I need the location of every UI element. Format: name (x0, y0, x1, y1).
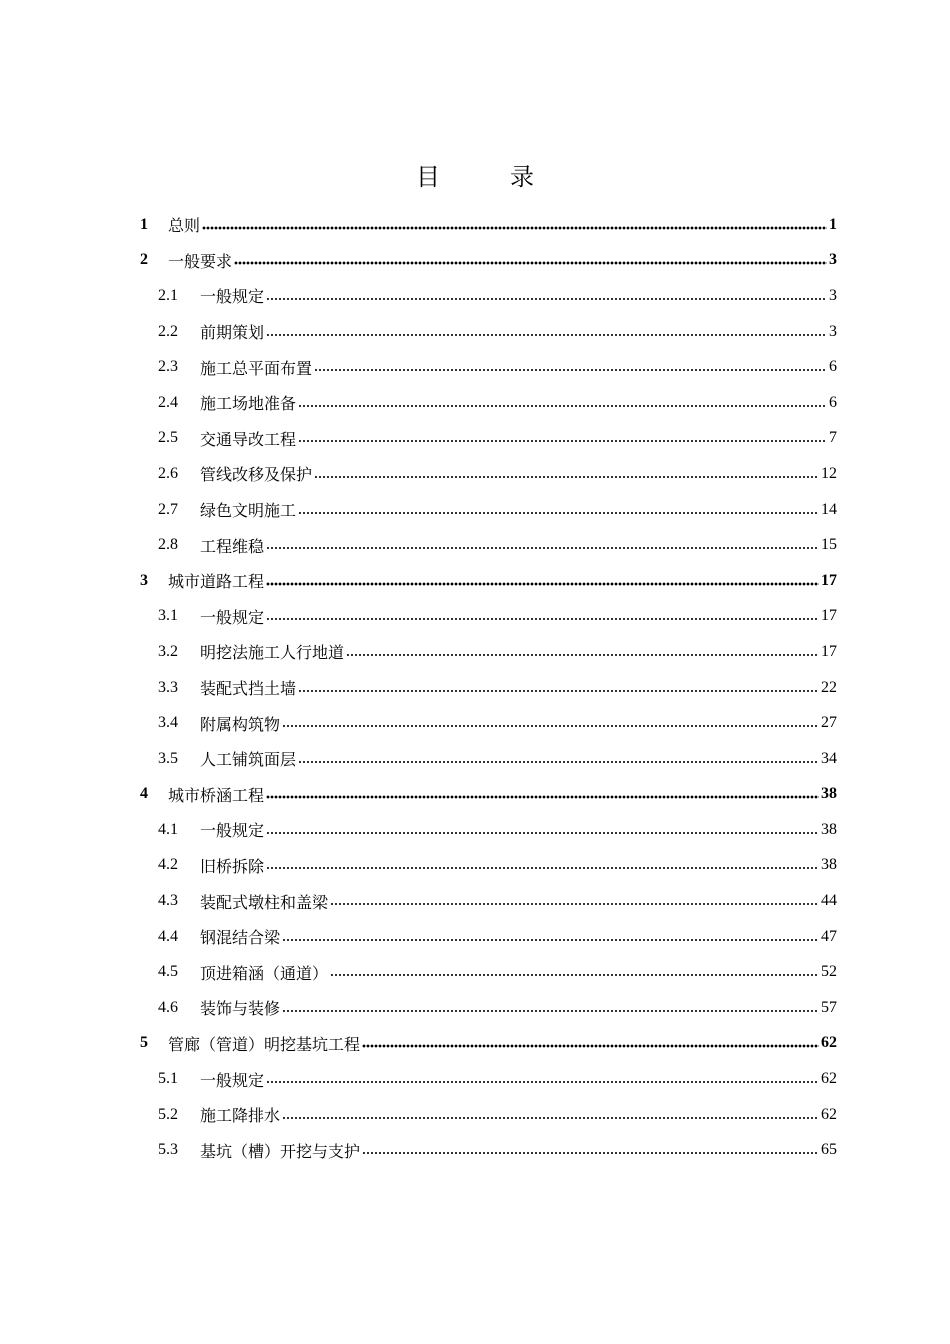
toc-title (0, 160, 950, 196)
toc-entry-page-number: 17 (821, 571, 837, 589)
toc-section-entry[interactable] (140, 599, 837, 635)
toc-section-entry[interactable] (140, 385, 837, 421)
toc-entry-page-number: 3 (829, 286, 837, 304)
toc-entry-label: 装配式墩柱和盖梁 (200, 894, 329, 912)
toc-entry-page-number: 47 (821, 927, 837, 945)
toc-section-entry[interactable] (140, 1061, 837, 1097)
toc-entry-number: 5.2 (158, 1105, 178, 1123)
toc-entry-page-number: 6 (829, 358, 837, 376)
toc-leader-dots (266, 794, 819, 800)
toc-section-entry[interactable] (140, 527, 837, 563)
toc-entry-label: 一般规定 (200, 289, 265, 307)
toc-list (140, 207, 837, 1168)
toc-entry-page-number: 17 (821, 607, 837, 625)
toc-entry-number: 2.6 (158, 464, 178, 482)
toc-entry-page-number: 62 (821, 1105, 837, 1123)
toc-entry-page-number: 27 (821, 714, 837, 732)
toc-entry-number: 2.3 (158, 358, 178, 376)
toc-section-entry[interactable] (140, 954, 837, 990)
toc-leader-dots (266, 830, 819, 836)
toc-entry-page-number: 12 (821, 464, 837, 482)
toc-section-entry[interactable] (140, 883, 837, 919)
toc-entry-number: 2.2 (158, 322, 178, 340)
toc-entry-number: 2.1 (158, 286, 178, 304)
toc-section-entry[interactable] (140, 990, 837, 1026)
toc-entry-page-number: 38 (821, 856, 837, 874)
toc-entry-page-number: 57 (821, 998, 837, 1016)
toc-entry-label: 钢混结合梁 (200, 930, 281, 948)
toc-entry-label: 附属构筑物 (200, 716, 281, 734)
toc-entry-page-number: 22 (821, 678, 837, 696)
toc-entry-page-number: 1 (829, 215, 837, 233)
toc-entry-number: 3.2 (158, 642, 178, 660)
toc-entry-label: 绿色文明施工 (200, 503, 297, 521)
toc-leader-dots (266, 581, 819, 587)
toc-entry-label: 管线改移及保护 (200, 467, 313, 485)
toc-entry-number: 4.1 (158, 820, 178, 838)
toc-section-entry[interactable] (140, 492, 837, 528)
toc-leader-dots (298, 510, 819, 516)
toc-section-entry[interactable] (140, 848, 837, 884)
toc-title-left: 目 (416, 165, 440, 191)
toc-leader-dots (282, 937, 819, 943)
toc-entry-page-number: 38 (821, 785, 837, 803)
toc-entry-label: 总则 (168, 218, 201, 236)
toc-entry-page-number: 44 (821, 892, 837, 910)
toc-entry-number: 2.4 (158, 393, 178, 411)
toc-title-right: 录 (510, 165, 534, 191)
toc-leader-dots (298, 403, 827, 409)
toc-entry-label: 前期策划 (200, 325, 265, 343)
toc-section-entry[interactable] (140, 456, 837, 492)
toc-entry-label: 施工降排水 (200, 1108, 281, 1126)
toc-entry-number: 3.1 (158, 607, 178, 625)
toc-entry-label: 施工场地准备 (200, 396, 297, 414)
toc-entry-label: 工程维稳 (200, 538, 265, 556)
toc-chapter-entry[interactable] (140, 1026, 837, 1062)
toc-leader-dots (330, 901, 819, 907)
toc-leader-dots (202, 225, 827, 231)
toc-entry-page-number: 38 (821, 820, 837, 838)
toc-leader-dots (266, 332, 827, 338)
toc-entry-page-number: 6 (829, 393, 837, 411)
toc-entry-label: 基坑（槽）开挖与支护 (200, 1143, 361, 1161)
toc-chapter-entry[interactable] (140, 777, 837, 813)
toc-entry-page-number: 52 (821, 963, 837, 981)
toc-section-entry[interactable] (140, 741, 837, 777)
toc-entry-number: 4.6 (158, 998, 178, 1016)
toc-entry-page-number: 15 (821, 536, 837, 554)
toc-leader-dots (282, 1115, 819, 1121)
toc-section-entry[interactable] (140, 634, 837, 670)
toc-leader-dots (266, 865, 819, 871)
toc-entry-label: 人工铺筑面层 (200, 752, 297, 770)
toc-leader-dots (282, 723, 819, 729)
toc-entry-number: 2.7 (158, 500, 178, 518)
toc-leader-dots (298, 759, 819, 765)
toc-leader-dots (330, 972, 819, 978)
toc-entry-page-number: 14 (821, 500, 837, 518)
toc-entry-number: 2 (140, 251, 148, 269)
toc-entry-number: 4.3 (158, 892, 178, 910)
toc-leader-dots (266, 545, 819, 551)
toc-section-entry[interactable] (140, 1132, 837, 1168)
toc-entry-number: 5.1 (158, 1070, 178, 1088)
toc-entry-page-number: 17 (821, 642, 837, 660)
toc-entry-label: 旧桥拆除 (200, 858, 265, 876)
toc-leader-dots (362, 1150, 819, 1156)
toc-section-entry[interactable] (140, 1097, 837, 1133)
toc-section-entry[interactable] (140, 421, 837, 457)
toc-entry-number: 3 (140, 571, 148, 589)
toc-entry-label: 装饰与装修 (200, 1001, 281, 1019)
toc-section-entry[interactable] (140, 919, 837, 955)
toc-entry-label: 顶进箱涵（通道） (200, 965, 329, 983)
toc-leader-dots (234, 260, 827, 266)
toc-leader-dots (362, 1043, 819, 1049)
toc-entry-page-number: 62 (821, 1070, 837, 1088)
toc-leader-dots (266, 296, 827, 302)
toc-entry-number: 5 (140, 1034, 148, 1052)
toc-entry-page-number: 3 (829, 251, 837, 269)
toc-entry-number: 4.4 (158, 927, 178, 945)
toc-entry-page-number: 3 (829, 322, 837, 340)
toc-leader-dots (266, 616, 819, 622)
toc-entry-page-number: 65 (821, 1141, 837, 1159)
toc-entry-page-number: 7 (829, 429, 837, 447)
toc-chapter-entry[interactable] (140, 563, 837, 599)
toc-leader-dots (346, 652, 819, 658)
toc-leader-dots (314, 474, 819, 480)
toc-entry-label: 施工总平面布置 (200, 360, 313, 378)
toc-chapter-entry[interactable] (140, 243, 837, 279)
toc-leader-dots (282, 1008, 819, 1014)
toc-entry-page-number: 62 (821, 1034, 837, 1052)
toc-entry-number: 4.2 (158, 856, 178, 874)
toc-entry-number: 4 (140, 785, 148, 803)
toc-section-entry[interactable] (140, 812, 837, 848)
toc-leader-dots (298, 688, 819, 694)
toc-leader-dots (298, 438, 827, 444)
toc-entry-number: 2.5 (158, 429, 178, 447)
toc-section-entry[interactable] (140, 670, 837, 706)
toc-entry-number: 1 (140, 215, 148, 233)
toc-entry-label: 管廊（管道）明挖基坑工程 (168, 1036, 361, 1054)
toc-entry-label: 一般规定 (200, 609, 265, 627)
toc-entry-number: 3.5 (158, 749, 178, 767)
toc-entry-label: 装配式挡土墙 (200, 681, 297, 699)
toc-entry-label: 城市桥涵工程 (168, 787, 265, 805)
toc-section-entry[interactable] (140, 349, 837, 385)
toc-chapter-entry[interactable] (140, 207, 837, 243)
toc-entry-number: 4.5 (158, 963, 178, 981)
toc-entry-label: 明挖法施工人行地道 (200, 645, 345, 663)
toc-entry-label: 交通导改工程 (200, 431, 297, 449)
toc-section-entry[interactable] (140, 278, 837, 314)
toc-entry-number: 5.3 (158, 1141, 178, 1159)
toc-entry-label: 一般要求 (168, 253, 233, 271)
toc-section-entry[interactable] (140, 314, 837, 350)
toc-entry-label: 一般规定 (200, 1072, 265, 1090)
toc-entry-number: 3.3 (158, 678, 178, 696)
toc-entry-page-number: 34 (821, 749, 837, 767)
toc-leader-dots (314, 367, 827, 373)
toc-entry-label: 城市道路工程 (168, 574, 265, 592)
toc-entry-number: 3.4 (158, 714, 178, 732)
toc-section-entry[interactable] (140, 705, 837, 741)
toc-leader-dots (266, 1079, 819, 1085)
toc-entry-number: 2.8 (158, 536, 178, 554)
toc-entry-label: 一般规定 (200, 823, 265, 841)
